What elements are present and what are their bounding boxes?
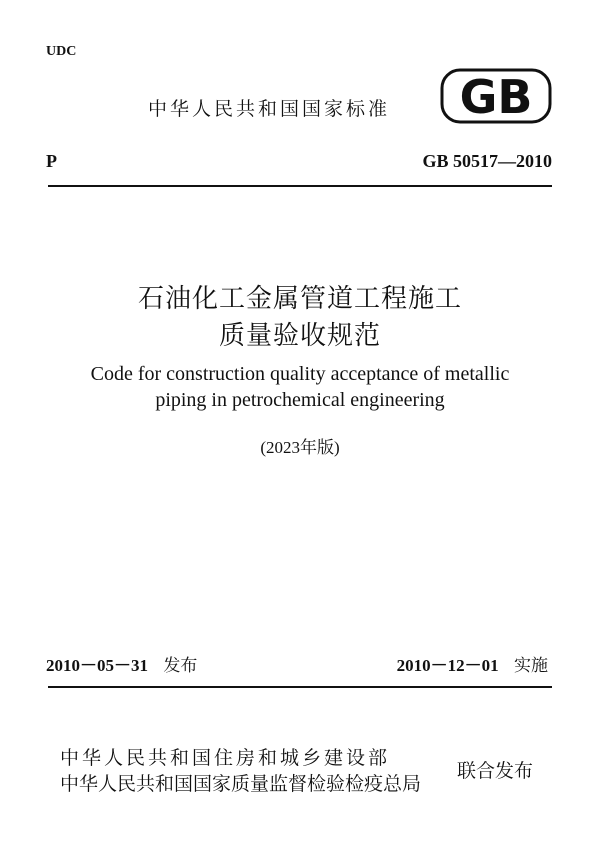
udc-label: UDC bbox=[46, 44, 77, 59]
issue-date-value: 2010－05－31 bbox=[46, 656, 148, 675]
title-english-line2: piping in petrochemical engineering bbox=[155, 389, 445, 411]
joint-publish-label: 联合发布 bbox=[457, 760, 534, 782]
edition-label: (2023年版) bbox=[260, 438, 340, 457]
gb-logo bbox=[440, 68, 552, 124]
implement-date bbox=[397, 651, 548, 676]
standard-type: 中华人民共和国国家标准 bbox=[148, 98, 391, 120]
issue-date-label: 发布 bbox=[163, 656, 198, 676]
implement-date-label: 实施 bbox=[514, 656, 548, 676]
title-english-line1: Code for construction quality acceptance of metallic bbox=[90, 363, 510, 385]
title-chinese-line1: 石油化工金属管道工程施工 bbox=[137, 284, 462, 314]
issue-date bbox=[46, 651, 197, 676]
bottom-rule bbox=[48, 686, 552, 688]
category-code: P bbox=[46, 151, 57, 171]
top-rule bbox=[48, 185, 552, 187]
standard-number: GB 50517—2010 bbox=[422, 151, 552, 171]
publisher-org1: 中华人民共和国住房和城乡建设部 bbox=[60, 747, 391, 769]
svg-text:GB: GB bbox=[459, 70, 533, 124]
title-chinese-line2: 质量验收规范 bbox=[218, 321, 381, 351]
implement-date-value: 2010－12－01 bbox=[396, 656, 499, 675]
publisher-org2: 中华人民共和国国家质量监督检验检疫总局 bbox=[60, 773, 422, 795]
